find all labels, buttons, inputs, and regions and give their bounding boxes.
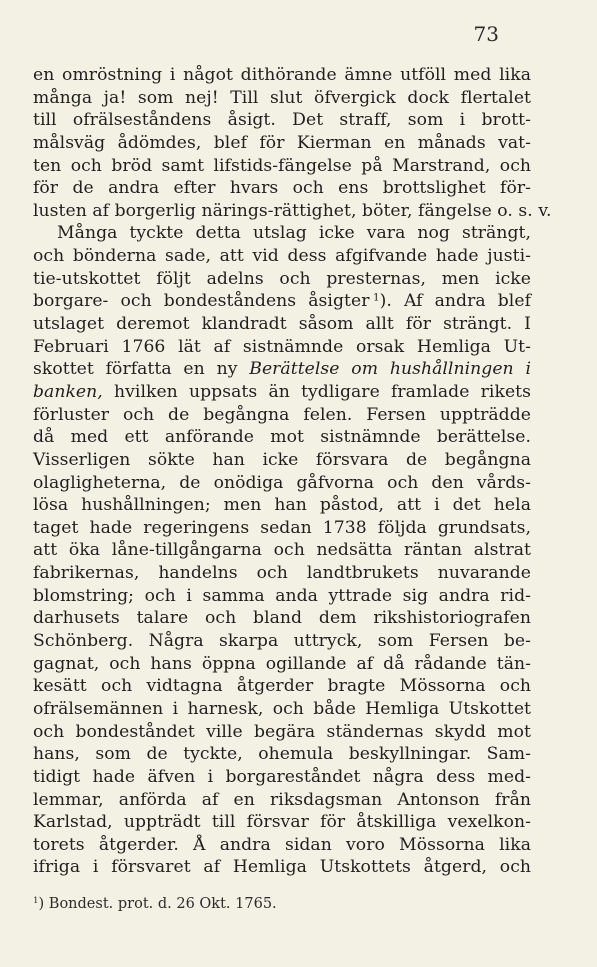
text-line: då med ett anförande mot sistnämnde berättelse. <box>33 427 531 448</box>
text-line: ten och bröd samt lifstids-fängelse på Marstrand, och <box>33 155 531 176</box>
text-line: fabrikernas, handelns och landtbrukets nuvarande <box>33 563 531 584</box>
page-number: 73 <box>473 22 499 46</box>
text-line: blomstring; och i samma anda yttrade sig andra rid- <box>33 585 531 606</box>
text-line: taget hade regeringens sedan 1738 följda grundsats, <box>33 517 531 538</box>
text-segment: hvilken uppsats än tydligare framlade rikets <box>102 381 531 402</box>
text-line-with-footnote-ref <box>33 290 531 313</box>
text-line: och bondeståndet ville begära ständernas skydd mot <box>33 721 531 742</box>
footnote-reference: 1 <box>372 291 380 304</box>
footnote-text: ) Bondest. prot. d. 26 Okt. 1765. <box>38 896 277 912</box>
text-line: Karlstad, uppträdt till försvar för åtskilliga vexelkon- <box>33 812 531 833</box>
text-line: Många tyckte detta utslag icke vara nog strängt, <box>57 223 531 244</box>
text-line: förluster och de begångna felen. Fersen uppträdde <box>33 404 531 425</box>
text-segment: borgare- och bondeståndens åsigter <box>33 291 370 312</box>
footnote-mark: 1 <box>33 896 39 907</box>
text-line: darhusets talare och bland dem rikshistoriografen <box>33 608 531 629</box>
text-line: olagligheterna, de onödiga gåfvorna och den vårds- <box>33 472 531 493</box>
text-line: lusten af borgerlig närings-rättighet, böter, fängelse o. s. v. <box>33 200 552 221</box>
text-line: Schönberg. Några skarpa uttryck, som Fersen be- <box>33 631 531 652</box>
work-title-continued: banken, <box>33 381 103 402</box>
text-line: Visserligen sökte han icke försvara de begångna <box>33 449 531 470</box>
text-segment: ). Af andra blef <box>379 291 531 312</box>
footnote <box>33 895 277 913</box>
text-line: ifriga i försvaret af Hemliga Utskottets åtgerd, och <box>33 857 531 878</box>
text-line: lemmar, anförda af en riksdagsman Antonson från <box>33 789 531 810</box>
text-line: för de andra efter hvars och ens brottslighet för- <box>33 178 531 199</box>
text-line: ofrälsemännen i harnesk, och både Hemliga Utskottet <box>33 698 531 719</box>
text-line-with-title <box>33 358 531 381</box>
text-line: gagnat, och hans öppna ogillande af då rådande tän- <box>33 653 531 674</box>
work-title: Berättelse om hushållningen i <box>249 359 532 380</box>
text-line: många ja! som nej! Till slut öfvergick dock flertalet <box>33 87 531 108</box>
text-line: tie-utskottet följt adelns och presternas, men icke <box>33 268 531 289</box>
text-line: lösa hushållningen; men han påstod, att i det hela <box>33 495 531 516</box>
text-line: torets åtgerder. Å andra sidan voro Mössorna lika <box>33 834 531 855</box>
text-line: Februari 1766 lät af sistnämnde orsak Hemliga Ut- <box>33 336 531 357</box>
text-line: att öka låne-tillgångarna och nedsätta räntan alstrat <box>33 540 531 561</box>
text-line: en omröstning i något dithörande ämne utföll med lika <box>33 65 531 85</box>
text-line: kesätt och vidtagna åtgerder bragte Mössorna och <box>33 676 531 697</box>
text-line: målsväg ådömdes, blef för Kierman en månads vat- <box>33 132 531 153</box>
text-line: utslaget deremot klandradt såsom allt för strängt. I <box>33 314 531 335</box>
text-line: och bönderna sade, att vid dess afgifvande hade justi- <box>33 246 531 267</box>
body-text <box>33 64 552 879</box>
text-line: hans, som de tyckte, ohemula beskyllningar. Sam- <box>33 744 531 765</box>
text-line: till ofrälseståndens åsigt. Det straff, som i brott- <box>33 110 531 131</box>
text-line-with-title <box>33 381 531 404</box>
text-line: tidigt hade äfven i borgareståndet några dess med- <box>33 766 531 787</box>
text-segment: skottet författa en ny <box>33 359 250 380</box>
